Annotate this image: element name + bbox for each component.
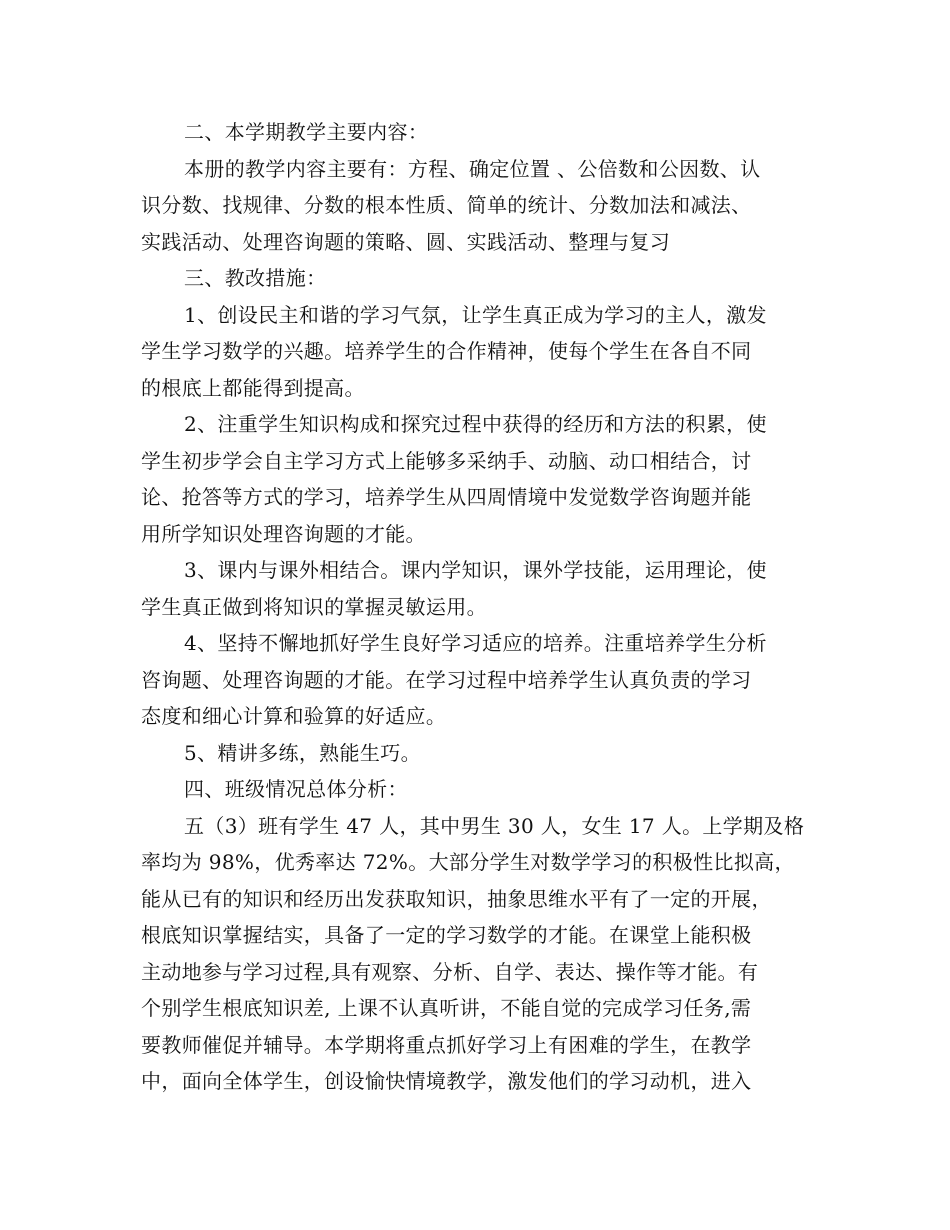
text-line: 实践活动、处理咨询题的策略、圆、实践活动、整理与复习 (141, 229, 671, 254)
text-line: 论、抢答等方式的学习，培养学生从四周情境中发觉数学咨询题并能 (141, 485, 752, 509)
text-line: 用所学知识处理咨询题的才能。 (141, 521, 426, 546)
text-line: 三、教改措施： (184, 266, 327, 290)
text-line: 率均为 98%，优秀率达 72%。大部分学生对数学学习的积极性比拟高， (141, 850, 795, 874)
document-body (141, 114, 813, 1100)
text-line: 态度和细心计算和验算的好适应。 (141, 704, 447, 728)
text-line: 本册的教学内容主要有：方程、确定位置 、公倍数和公因数、认 (184, 156, 761, 181)
text-line: 5、精讲多练，熟能生巧。 (184, 740, 421, 765)
text-line: 1、创设民主和谐的学习气氛，让学生真正成为学习的主人，激发 (184, 302, 767, 327)
text-line: 学生学习数学的兴趣。培养学生的合作精神，使每个学生在各自不同 (141, 339, 752, 363)
text-line: 学生初步学会自主学习方式上能够多采纳手、动脑、动口相结合，讨 (141, 448, 752, 473)
text-line: 的根底上都能得到提高。 (141, 375, 365, 400)
text-line: 识分数、找规律、分数的根本性质、简单的统计、分数加法和减法、 (141, 193, 752, 217)
text-line: 主动地参与学习过程,具有观察、分析、自学、表达、操作等才能。有 (141, 959, 759, 984)
text-line: 四、班级情况总体分析： (184, 777, 408, 801)
text-line: 二、本学期教学主要内容： (184, 120, 429, 144)
text-line: 学生真正做到将知识的掌握灵敏运用。 (141, 594, 487, 619)
text-line: 3、课内与课外相结合。课内学知识，课外学技能，运用理论，使 (184, 558, 767, 582)
text-line: 个别学生根底知识差, 上课不认真听讲，不能自觉的完成学习任务,需 (141, 996, 752, 1020)
text-line: 五（3）班有学生 47 人，其中男生 30 人，女生 17 人。上学期及格 (184, 813, 805, 838)
text-line: 2、注重学生知识构成和探究过程中获得的经历和方法的积累，使 (184, 412, 767, 436)
text-line: 根底知识掌握结实，具备了一定的学习数学的才能。在课堂上能积极 (141, 923, 752, 947)
text-line: 要教师催促并辅导。本学期将重点抓好学习上有困难的学生，在教学 (141, 1032, 752, 1057)
text-line: 中，面向全体学生，创设愉快情境教学，激发他们的学习动机，进入 (141, 1069, 752, 1093)
text-line: 4、坚持不懈地抓好学生良好学习适应的培养。注重培养学生分析 (184, 631, 767, 655)
text-line: 能从已有的知识和经历出发获取知识，抽象思维水平有了一定的开展， (141, 886, 772, 911)
text-line: 咨询题、处理咨询题的才能。在学习过程中培养学生认真负责的学习 (141, 667, 752, 692)
